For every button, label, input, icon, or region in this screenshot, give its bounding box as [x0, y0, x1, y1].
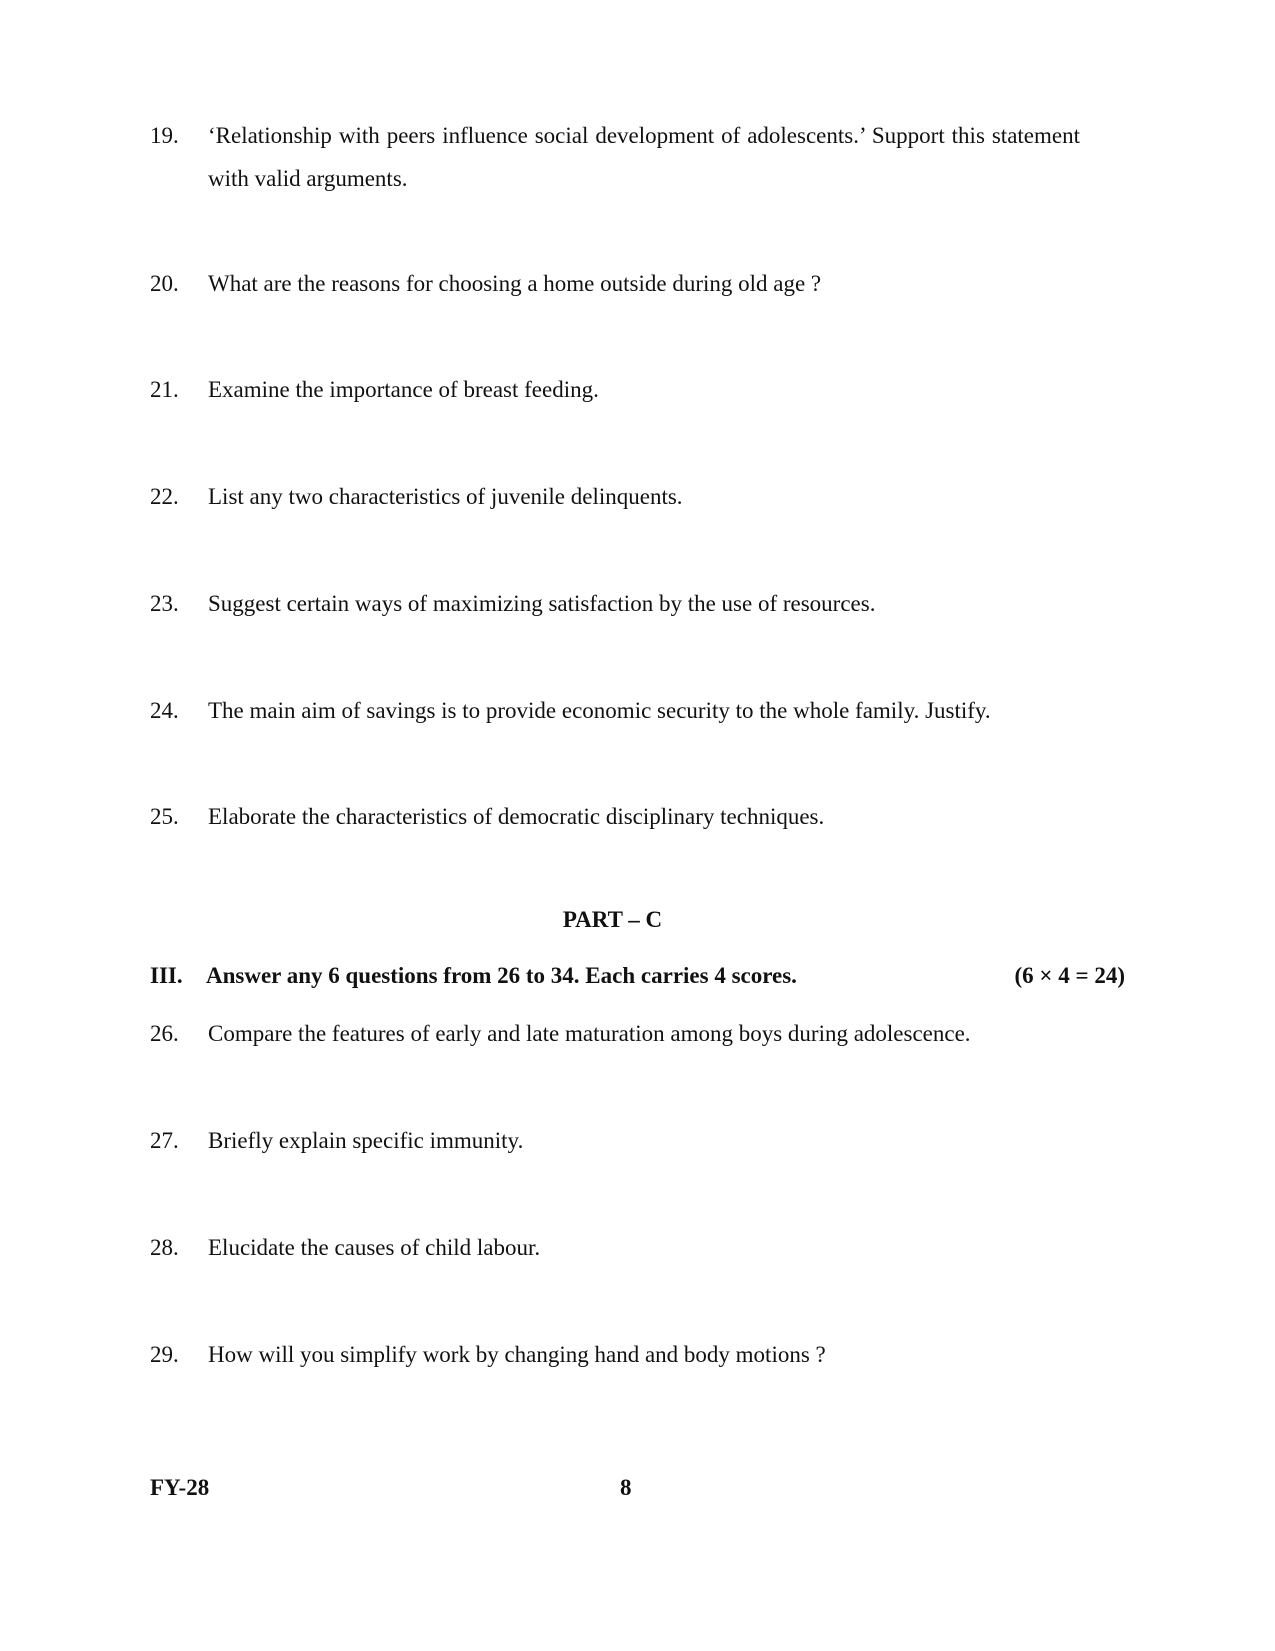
question-text: Suggest certain ways of maximizing satisfaction by the use of resources. — [208, 591, 876, 616]
paper-code: FY-28 — [150, 1475, 210, 1500]
question-number: 21. — [150, 377, 179, 402]
question-24 — [150, 689, 1080, 732]
question-text: Compare the features of early and late maturation among boys during adolescence. — [208, 1021, 971, 1046]
page-number: 8 — [620, 1475, 632, 1500]
question-number: 19. — [150, 123, 179, 148]
question-22 — [150, 475, 1080, 518]
question-number: 23. — [150, 591, 179, 616]
question-number: 29. — [150, 1342, 179, 1367]
question-number: 27. — [150, 1128, 179, 1153]
question-29 — [150, 1333, 1080, 1376]
question-number: 24. — [150, 698, 179, 723]
part-c-title: PART – C — [562, 907, 663, 932]
question-20 — [150, 262, 1080, 305]
question-23 — [150, 582, 1080, 625]
question-text: Elaborate the characteristics of democratic disciplinary techniques. — [208, 804, 825, 829]
question-number: 26. — [150, 1021, 179, 1046]
section-number: III. — [150, 963, 183, 988]
question-19 — [150, 114, 1080, 200]
question-text: What are the reasons for choosing a home outside during old age ? — [208, 271, 822, 296]
question-27 — [150, 1119, 1080, 1162]
question-text: Examine the importance of breast feeding. — [208, 377, 599, 402]
question-text: Briefly explain specific immunity. — [208, 1128, 524, 1153]
question-text: List any two characteristics of juvenile delinquents. — [208, 484, 683, 509]
question-number: 20. — [150, 271, 179, 296]
section-instruction: Answer any 6 questions from 26 to 34. Each carries 4 scores. — [206, 963, 797, 988]
question-text: How will you simplify work by changing hand and body motions ? — [208, 1342, 826, 1367]
question-number: 28. — [150, 1235, 179, 1260]
question-26 — [150, 1012, 1080, 1055]
question-text: The main aim of savings is to provide economic security to the whole family. Justify. — [208, 698, 991, 723]
question-text: Elucidate the causes of child labour. — [208, 1235, 541, 1260]
question-21 — [150, 368, 1080, 411]
section-marks: (6 × 4 = 24) — [1014, 963, 1125, 988]
question-text: ‘Relationship with peers influence social development of adolescents.’ Support this statement with valid arguments. — [208, 123, 1080, 191]
question-number: 22. — [150, 484, 179, 509]
question-number: 25. — [150, 804, 179, 829]
question-25 — [150, 795, 1080, 838]
question-28 — [150, 1226, 1080, 1269]
